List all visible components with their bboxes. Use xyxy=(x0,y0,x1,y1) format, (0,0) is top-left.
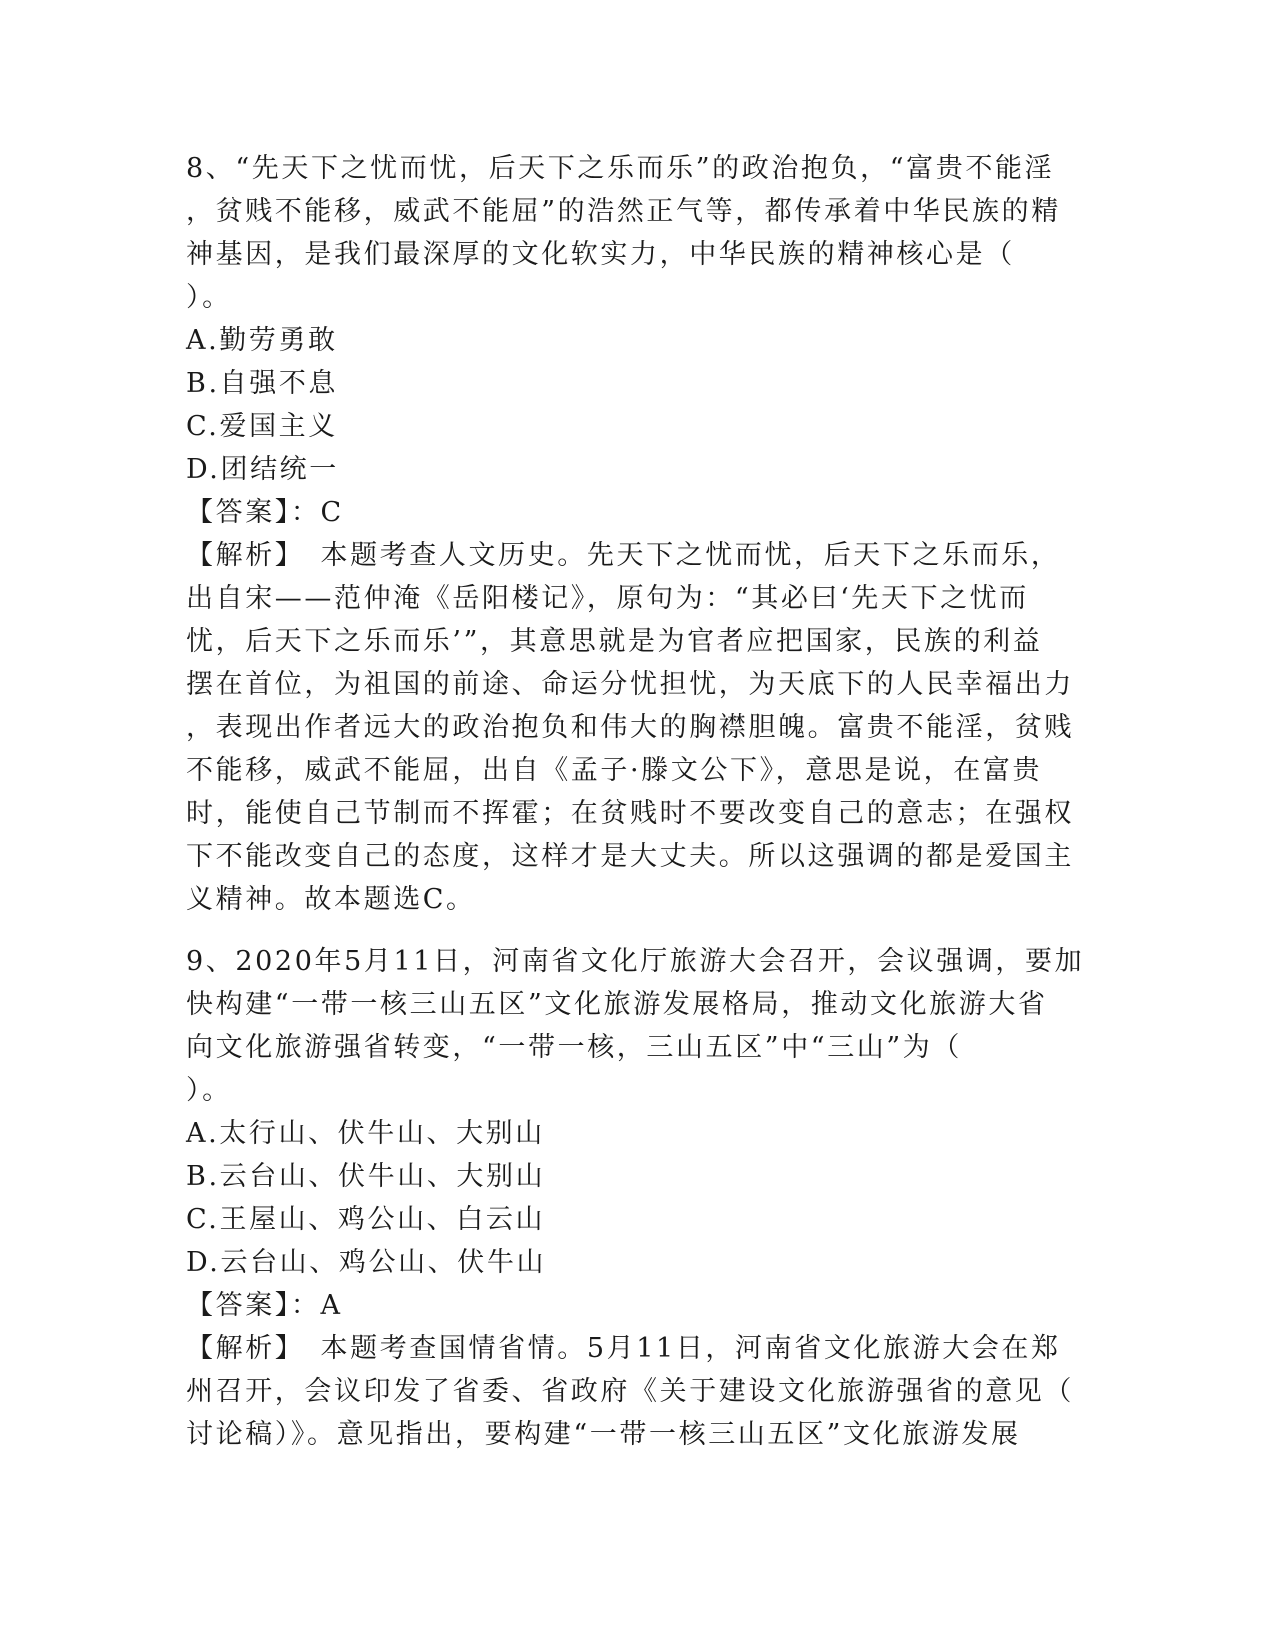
option-a: A.勤劳勇敢 xyxy=(186,325,338,356)
analysis-line: ，表现出作者远大的政治抱负和伟大的胸襟胆魄。富贵不能淫，贫贱 xyxy=(186,712,1074,743)
analysis-line: 【解析】 本题考查人文历史。先天下之忧而忧，后天下之乐而乐， xyxy=(186,540,1061,571)
option-d: D.云台山、鸡公山、伏牛山 xyxy=(186,1247,547,1278)
question-9 xyxy=(186,940,1086,1456)
option-c: C.王屋山、鸡公山、白云山 xyxy=(186,1204,546,1235)
stem-line: 快构建“一带一核三山五区”文化旅游发展格局，推动文化旅游大省 xyxy=(186,989,1048,1020)
stem-line: ）。 xyxy=(186,282,232,313)
stem-line: 8、“先天下之忧而忧，后天下之乐而乐”的政治抱负，“富贵不能淫 xyxy=(186,153,1055,184)
option-b: B.云台山、伏牛山、大别山 xyxy=(186,1161,546,1192)
answer-line: 【答案】：C xyxy=(186,497,344,528)
analysis-line: 摆在首位，为祖国的前途、命运分忧担忧，为天底下的人民幸福出力 xyxy=(186,669,1074,700)
analysis xyxy=(186,1327,1086,1456)
analysis-line: 不能移，威武不能屈，出自《孟子·滕文公下》，意思是说，在富贵 xyxy=(186,755,1043,786)
question-8 xyxy=(186,147,1086,921)
analysis-line: 义精神。故本题选C。 xyxy=(186,884,476,915)
analysis-line: 讨论稿）》。意见指出，要构建“一带一核三山五区”文化旅游发展 xyxy=(186,1419,1021,1450)
question-separator xyxy=(186,921,1086,940)
stem-line: 向文化旅游强省转变，“一带一核，三山五区”中“三山”为（ xyxy=(186,1032,963,1063)
stem-line: 神基因，是我们最深厚的文化软实力，中华民族的精神核心是（ xyxy=(186,239,1015,270)
analysis-line: 【解析】 本题考查国情省情。5月11日，河南省文化旅游大会在郑 xyxy=(186,1333,1061,1364)
analysis-line: 下不能改变自己的态度，这样才是大丈夫。所以这强调的都是爱国主 xyxy=(186,841,1074,872)
analysis-line: 忧，后天下之乐而乐’”，其意思就是为官者应把国家，民族的利益 xyxy=(186,626,1043,657)
answer-line: 【答案】：A xyxy=(186,1290,343,1321)
analysis-line: 出自宋——范仲淹《岳阳楼记》，原句为：“其必曰‘先天下之忧而 xyxy=(186,583,1029,614)
option-a: A.太行山、伏牛山、大别山 xyxy=(186,1118,545,1149)
analysis xyxy=(186,534,1086,921)
analysis-line: 州召开，会议印发了省委、省政府《关于建设文化旅游强省的意见（ xyxy=(186,1376,1074,1407)
document-page xyxy=(186,147,1086,1456)
analysis-line: 时，能使自己节制而不挥霍；在贫贱时不要改变自己的意志；在强权 xyxy=(186,798,1074,829)
stem-line: ，贫贱不能移，威武不能屈”的浩然正气等，都传承着中华民族的精 xyxy=(186,196,1061,227)
stem-line: ）。 xyxy=(186,1075,232,1106)
option-c: C.爱国主义 xyxy=(186,411,338,442)
option-list xyxy=(186,1112,1086,1284)
option-list xyxy=(186,319,1086,491)
stem-line: 9、2020年5月11日，河南省文化厅旅游大会召开，会议强调，要加 xyxy=(186,946,1085,977)
question-stem xyxy=(186,940,1086,1112)
option-d: D.团结统一 xyxy=(186,454,339,485)
question-stem xyxy=(186,147,1086,319)
option-b: B.自强不息 xyxy=(186,368,339,399)
